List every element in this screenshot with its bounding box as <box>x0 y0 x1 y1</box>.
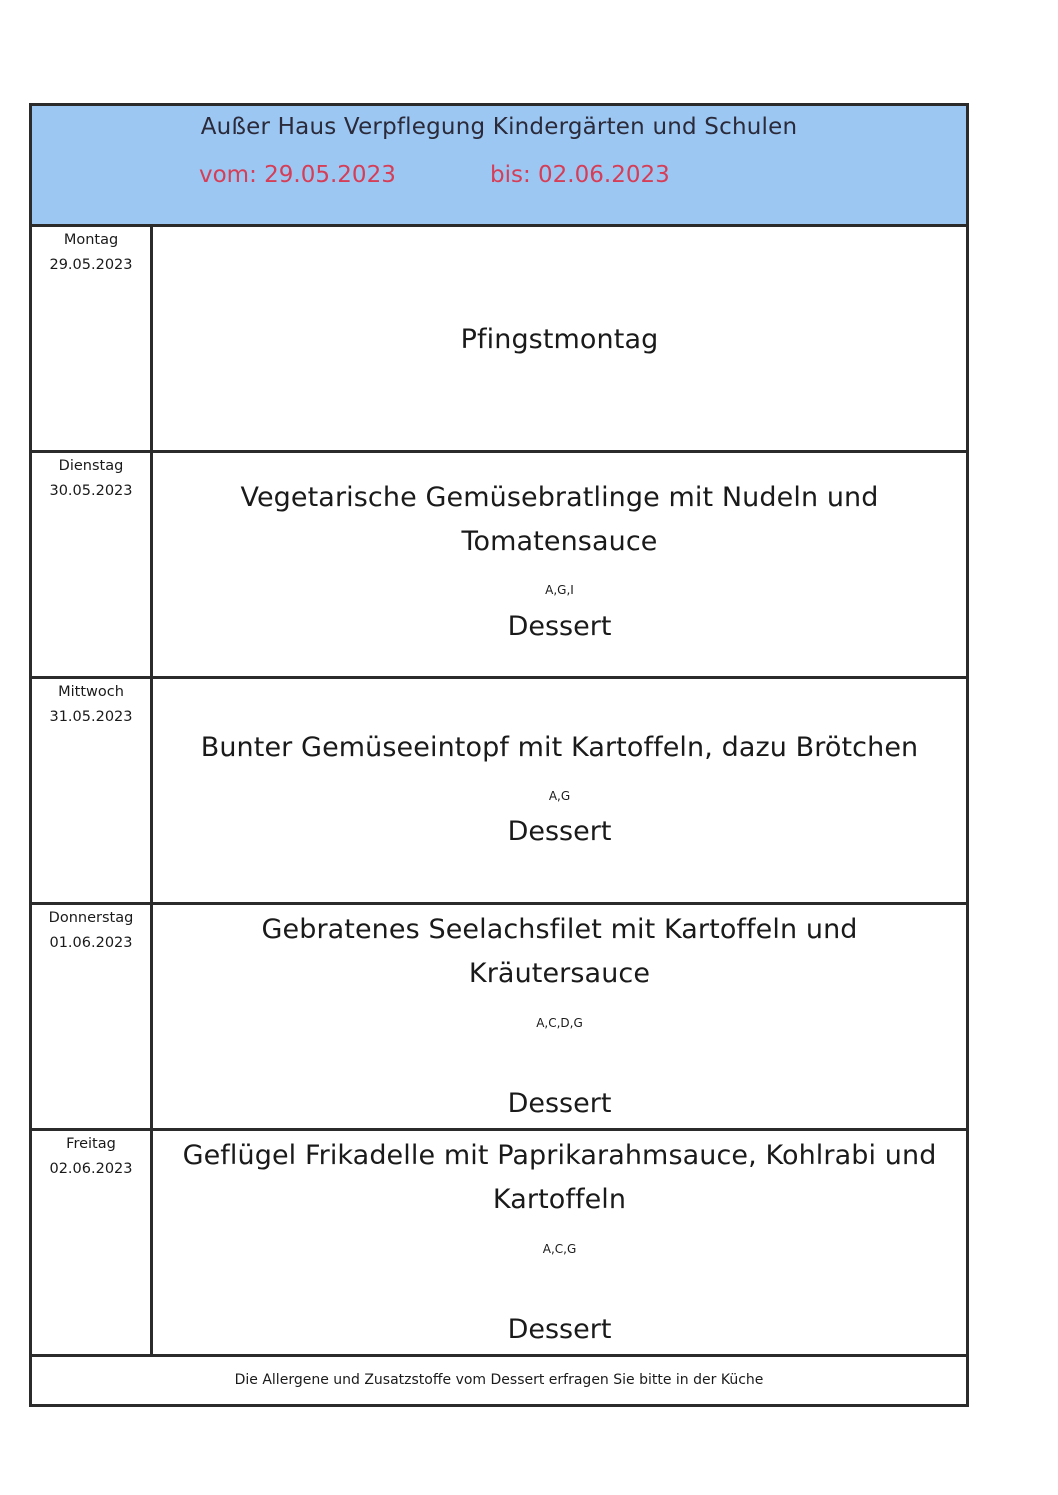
date-to: bis: 02.06.2023 <box>490 162 670 188</box>
meal-line: Geflügel Frikadelle mit Paprikarahmsauce, Kohlrabi und <box>182 1140 937 1171</box>
allergen-codes: A,G,I <box>545 583 574 597</box>
day-label <box>32 1131 153 1354</box>
dessert-label: Dessert <box>507 816 612 847</box>
day-label <box>32 227 153 450</box>
day-date: 29.05.2023 <box>49 257 133 273</box>
allergen-codes: A,G <box>548 789 571 803</box>
dessert-label: Dessert <box>507 1088 612 1119</box>
meal-line: Bunter Gemüseeintopf mit Kartoffeln, dazu Brötchen <box>200 732 919 763</box>
day-row-friday <box>32 1131 966 1357</box>
menu-title: Außer Haus Verpflegung Kindergärten und Schulen <box>200 114 798 140</box>
dessert-label: Dessert <box>507 1314 612 1345</box>
menu-sheet <box>29 103 969 1407</box>
meal-line: Kartoffeln <box>492 1184 627 1215</box>
meal-cell <box>153 453 966 676</box>
weekday: Donnerstag <box>48 910 134 926</box>
day-date: 31.05.2023 <box>49 709 133 725</box>
day-label <box>32 905 153 1128</box>
meal-line: Gebratenes Seelachsfilet mit Kartoffeln und <box>261 914 858 945</box>
day-date: 30.05.2023 <box>49 483 133 499</box>
meal-line: Pfingstmontag <box>460 324 659 355</box>
day-date: 02.06.2023 <box>49 1161 133 1177</box>
day-row-tuesday <box>32 453 966 679</box>
day-label <box>32 679 153 902</box>
weekday: Freitag <box>66 1136 116 1152</box>
weekday: Montag <box>63 232 119 248</box>
day-row-wednesday <box>32 679 966 905</box>
day-row-monday <box>32 227 966 453</box>
meal-line: Kräutersauce <box>468 958 651 989</box>
menu-header <box>32 106 966 227</box>
meal-cell <box>153 679 966 902</box>
date-range <box>32 162 966 196</box>
allergen-codes: A,C,G <box>542 1242 577 1256</box>
meal-line: Vegetarische Gemüsebratlinge mit Nudeln und <box>240 482 879 513</box>
weekday: Mittwoch <box>58 684 124 700</box>
meal-cell <box>153 227 966 450</box>
dessert-label: Dessert <box>507 611 612 642</box>
meal-cell <box>153 1131 966 1354</box>
meal-line: Tomatensauce <box>461 526 658 557</box>
day-date: 01.06.2023 <box>49 935 133 951</box>
day-label <box>32 453 153 676</box>
day-row-thursday <box>32 905 966 1131</box>
allergen-codes: A,C,D,G <box>536 1016 583 1030</box>
meal-cell <box>153 905 966 1128</box>
date-from: vom: 29.05.2023 <box>199 162 396 188</box>
weekday: Dienstag <box>58 458 124 474</box>
allergen-footnote: Die Allergene und Zusatzstoffe vom Dessert erfragen Sie bitte in der Küche <box>234 1372 764 1388</box>
